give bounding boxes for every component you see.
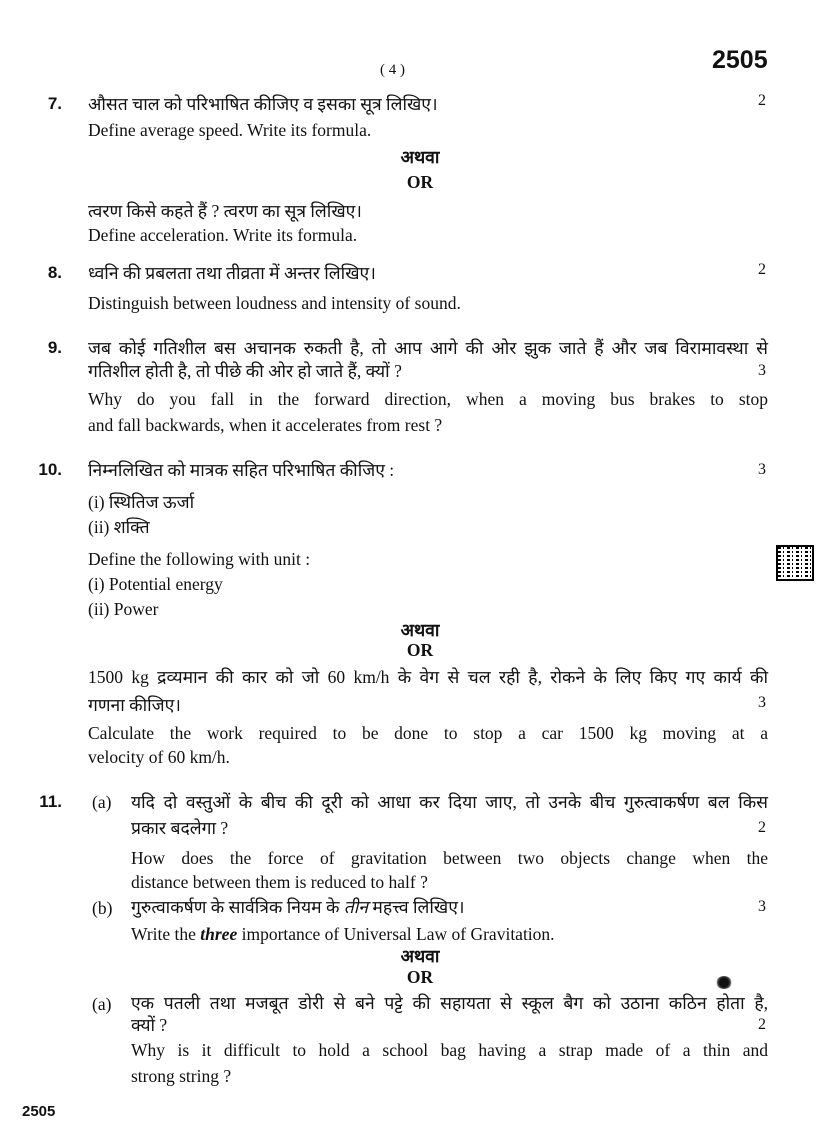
text: महत्त्व लिखिए। <box>368 897 465 917</box>
q7-alt-english: Define acceleration. Write its formula. <box>88 225 358 245</box>
q11-alt-english-line1: Why is it difficult to hold a school bag having a strap made of a thin and <box>131 1040 768 1060</box>
ink-blot <box>716 976 732 989</box>
q10-english: Define the following with unit : <box>88 549 311 569</box>
text: Write the <box>131 924 201 944</box>
q10-hindi: निम्नलिखित को मात्रक सहित परिभाषित कीजिए : <box>88 460 395 480</box>
emphasis: तीन <box>343 897 368 917</box>
or-hindi: अथवा <box>400 946 440 966</box>
q11-b-label: (b) <box>92 898 113 918</box>
question-number: 10. <box>38 460 62 479</box>
q10-alt-marks: 3 <box>758 694 766 711</box>
q8-hindi: ध्वनि की प्रबलता तथा तीव्रता में अन्तर लिखिए। <box>88 263 376 283</box>
q10-marks: 3 <box>758 461 766 478</box>
question-number: 9. <box>47 338 62 357</box>
q10-alt-english-line2: velocity of 60 km/h. <box>88 747 230 767</box>
q11-b-english <box>131 923 555 945</box>
q9-english-line1: Why do you fall in the forward direction, when a moving bus brakes to stop <box>88 389 768 409</box>
q11-a-english-line2: distance between them is reduced to half ? <box>131 872 428 892</box>
emphasis: three <box>200 924 238 944</box>
q11-alt-hindi-line2: क्यों ? <box>131 1015 168 1035</box>
q10-english-item: (ii) Power <box>88 599 159 619</box>
q11-a-english-line1: How does the force of gravitation between two objects change when the <box>131 848 768 868</box>
q11-alt-marks: 2 <box>758 1016 766 1033</box>
q8-english: Distinguish between loudness and intensity of sound. <box>88 293 461 313</box>
q10-hindi-item: (i) स्थितिज ऊर्जा <box>88 492 195 512</box>
question-number: 8. <box>47 263 62 282</box>
q10-alt-english-line1: Calculate the work required to be done to stop a car 1500 kg moving at a <box>88 723 768 743</box>
q11-alt-label: (a) <box>92 994 112 1014</box>
paper-code-footer: 2505 <box>22 1103 56 1120</box>
or-hindi: अथवा <box>400 147 440 167</box>
paper-code-header: 2505 <box>712 46 768 74</box>
q7-marks: 2 <box>758 92 766 109</box>
q10-alt-hindi-line2: गणना कीजिए। <box>88 695 181 715</box>
q11-b-hindi <box>131 896 465 918</box>
q7-hindi: औसत चाल को परिभाषित कीजिए व इसका सूत्र लिखिए। <box>88 94 438 114</box>
or-english: OR <box>406 967 434 987</box>
or-english: OR <box>406 172 434 192</box>
q11-alt-hindi-line1: एक पतली तथा मजबूत डोरी से बने पट्टे की सहायता से स्कूल बैग को उठाना कठिन होता है, <box>131 993 768 1013</box>
q7-alt-hindi: त्वरण किसे कहते हैं ? त्वरण का सूत्र लिखिए। <box>88 201 362 221</box>
text: गुरुत्वाकर्षण के सार्वत्रिक नियम के <box>131 897 344 917</box>
q10-alt-hindi-line1: 1500 kg द्रव्यमान की कार को जो 60 km/h के वेग से चल रही है, रोकने के लिए किए गए कार्य की <box>88 667 768 687</box>
q9-english-line2: and fall backwards, when it accelerates from rest ? <box>88 415 443 435</box>
question-number: 11. <box>39 792 62 811</box>
q11-a-hindi-line1: यदि दो वस्तुओं के बीच की दूरी को आधा कर दिया जाए, तो उनके बीच गुरुत्वाकर्षण बल किस <box>131 792 768 812</box>
q10-english-item: (i) Potential energy <box>88 574 223 594</box>
q7-english: Define average speed. Write its formula. <box>88 120 372 140</box>
or-hindi: अथवा <box>400 620 440 640</box>
q11-alt-english-line2: strong string ? <box>131 1066 232 1086</box>
page-number: ( 4 ) <box>380 62 405 78</box>
q9-marks: 3 <box>758 362 766 379</box>
or-english: OR <box>406 640 434 660</box>
question-number: 7. <box>47 94 62 113</box>
q8-marks: 2 <box>758 261 766 278</box>
q10-hindi-item: (ii) शक्ति <box>88 517 150 537</box>
q9-hindi-line2: गतिशील होती है, तो पीछे की ओर हो जाते हैं, क्यों ? <box>88 361 402 381</box>
qr-code <box>776 545 814 581</box>
q11-b-marks: 3 <box>758 898 766 915</box>
q11-a-marks: 2 <box>758 819 766 836</box>
q9-hindi-line1: जब कोई गतिशील बस अचानक रुकती है, तो आप आगे की ओर झुक जाते हैं और जब विरामावस्था से <box>88 338 768 358</box>
q11-a-hindi-line2: प्रकार बदलेगा ? <box>131 818 229 838</box>
text: importance of Universal Law of Gravitation. <box>237 924 555 944</box>
q11-a-label: (a) <box>92 792 112 812</box>
